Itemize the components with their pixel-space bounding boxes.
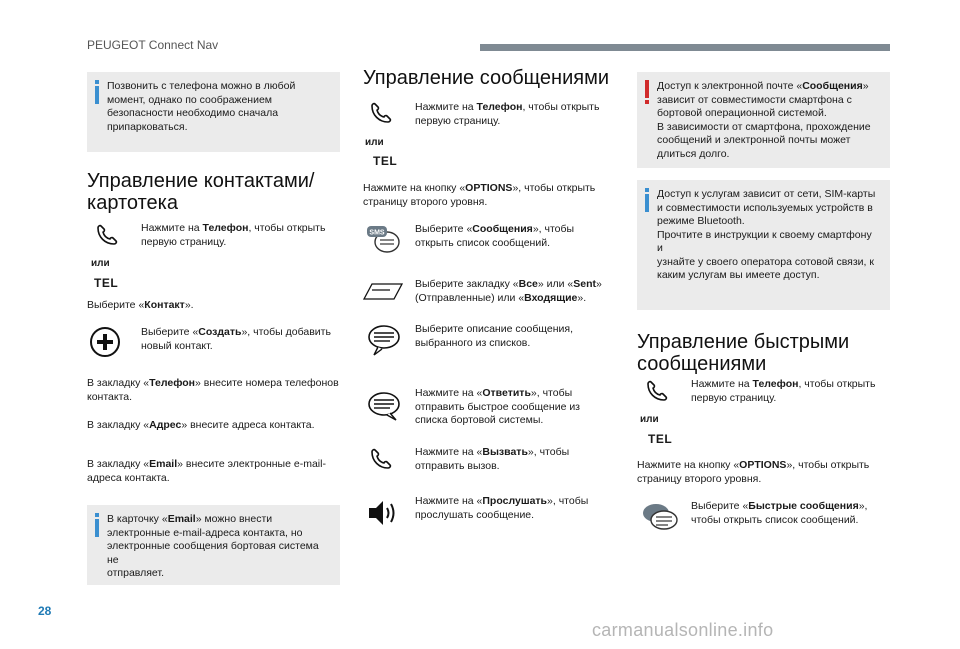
header-rule (480, 44, 890, 51)
select-description-text: Выберите описание сообщения, выбранного из списков. (415, 323, 574, 349)
speaker-icon (366, 498, 402, 528)
create-contact-text: Выберите «Создать», чтобы добавить новый контакт. (141, 326, 331, 352)
select-contact-text: Выберите «Контакт». (87, 299, 194, 311)
or-label: или (365, 137, 384, 148)
plus-circle-icon (89, 326, 121, 358)
select-tab-text: Выберите закладку «Все» или «Sent» (Отправленные) или «Входящие». (415, 278, 602, 304)
select-messages-text: Выберите «Сообщения», чтобы открыть список сообщений. (415, 223, 575, 249)
reply-text: Нажмите на «Ответить», чтобы отправить быстрое сообщение из списка бортовой системы. (415, 387, 581, 426)
phone-handset-icon (368, 446, 394, 472)
info-note-services (637, 180, 890, 310)
info-note (87, 72, 340, 152)
warning-note (637, 72, 890, 168)
info-note-email (87, 505, 340, 585)
note-text: Доступ к услугам зависит от сети, SIM-карты и совместимости используемых устройств в режиме Bluetooth. Прочтите в инструкции к своему смартфону и узнайте у своего оператора сотовой связи, к каким услугам вы имеете доступ. (657, 188, 876, 281)
or-label: или (640, 414, 659, 425)
section-heading-messages: Управление сообщениями (363, 67, 609, 89)
tab-phone-text: В закладку «Телефон» внесите номера телефонов контакта. (87, 377, 339, 403)
tab-email-text: В закладку «Email» внесите электронные e-mail- адреса контакта. (87, 458, 326, 484)
tel-button-label: TEL (373, 154, 398, 168)
options-text: Нажмите на кнопку «OPTIONS», чтобы открыть страницу второго уровня. (363, 182, 596, 208)
message-detail-icon (366, 323, 402, 359)
tab-folder-icon (363, 282, 403, 300)
or-label: или (91, 258, 110, 269)
tab-address-text: В закладку «Адрес» внесите адреса контакта. (87, 419, 315, 431)
sms-badge: SMS (369, 229, 385, 237)
reply-message-icon (366, 390, 402, 422)
note-text: Доступ к электронной почте «Сообщения» зависит от совместимости смартфона с бортовой операционной системой. В зависимости от смартфона, прохождение сообщений и электронной почты может длиться долго. (657, 80, 871, 160)
tel-button-label: TEL (94, 276, 119, 290)
call-text: Нажмите на «Вызвать», чтобы отправить вызов. (415, 446, 570, 472)
section-heading-contacts: Управление контактами/ картотека (87, 170, 315, 214)
phone-handset-icon (644, 378, 670, 404)
phone-handset-icon (94, 222, 120, 248)
note-text: Позвонить с телефона можно в любой момент, однако по соображением безопасности необходимо сначала припарковаться. (107, 80, 296, 133)
phone-handset-icon (368, 100, 394, 126)
manual-title: PEUGEOT Connect Nav (87, 38, 219, 52)
listen-text: Нажмите на «Прослушать», чтобы прослушать сообщение. (415, 495, 589, 521)
press-phone-text: Нажмите на Телефон, чтобы открыть первую страницу. (691, 378, 876, 404)
note-text: В карточку «Email» можно внести электронные e-mail-адреса контакта, но электронные сообщения бортовая система не отправляет. (107, 513, 319, 579)
select-quick-messages-text: Выберите «Быстрые сообщения», чтобы открыть список сообщений. (691, 500, 868, 526)
section-heading-quick-messages: Управление быстрыми сообщениями (637, 331, 850, 375)
options-text: Нажмите на кнопку «OPTIONS», чтобы открыть страницу второго уровня. (637, 459, 870, 485)
tel-button-label: TEL (648, 432, 673, 446)
page-number: 28 (38, 604, 52, 618)
quick-messages-icon (640, 500, 680, 534)
press-phone-text: Нажмите на Телефон, чтобы открыть первую страницу. (415, 101, 600, 127)
sms-messages-icon (365, 222, 401, 256)
watermark: carmanualsonline.info (592, 620, 774, 640)
press-phone-text: Нажмите на Телефон, чтобы открыть первую страницу. (141, 222, 326, 248)
